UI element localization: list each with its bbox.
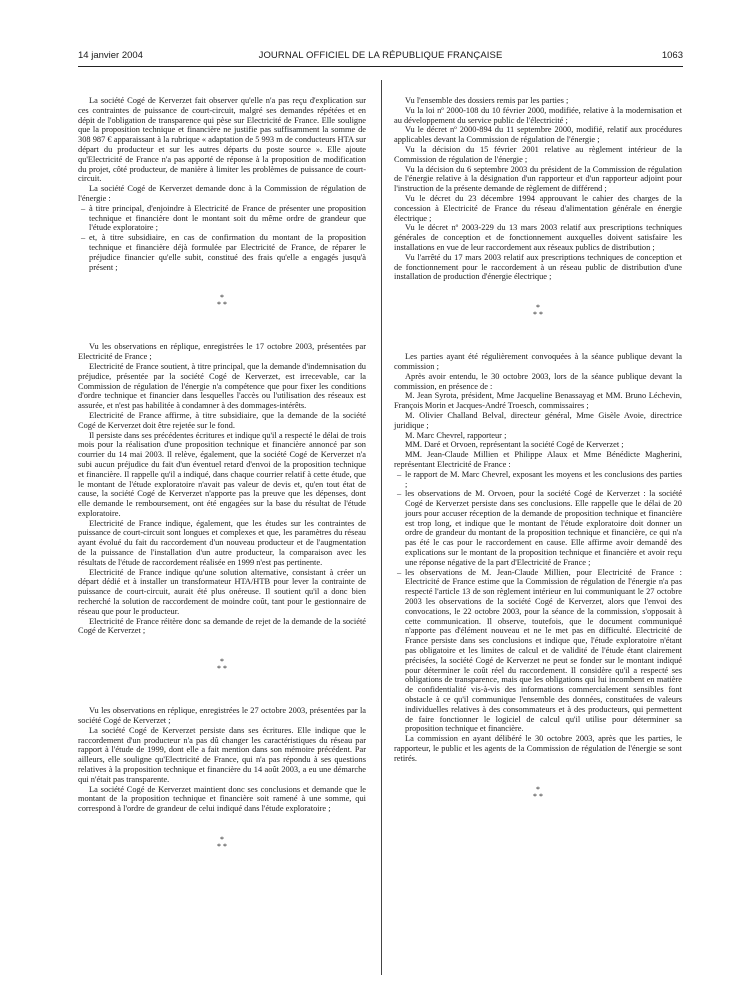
paragraph: La société Cogé de Kerverzet maintient donc ses conclusions et demande que le montant de la proposition technique et financière soit ramené à une somme, qui correspond à l'ordre de grandeur de celui indiqué dans l'étude exploratoire ;: [78, 784, 366, 814]
list-item: – à titre principal, d'enjoindre à Electricité de France de présenter une proposition technique et financière dont le montant soit du même ordre de grandeur que l'étude exploratoire ;: [78, 204, 366, 233]
paragraph: Vu le décret du 23 décembre 1994 approuvant le cahier des charges de la concession à Electricité de France du réseau d'alimentation générale en énergie électrique ;: [394, 193, 682, 223]
paragraph: M. Jean Syrota, président, Mme Jacqueline Benassayag et MM. Bruno Léchevin, François Morin et Jacques-André Troesch, commissaires ;: [394, 391, 682, 411]
journal-title: JOURNAL OFFICIEL DE LA RÉPUBLIQUE FRANÇAISE: [258, 50, 503, 61]
section-separator: * * *: [533, 784, 543, 801]
page-header: [78, 50, 683, 64]
list-item: – et, à titre subsidiaire, en cas de confirmation du montant de la proposition technique et financière déjà formulée par Electricité de France, de réparer le préjudice financier qu'elle subit, constitué des frais qu'elle a engagés jusqu'à présent ;: [78, 233, 366, 272]
paragraph: Electricité de France indique, également, que les études sur les contraintes de puissance de court-circuit sont longues et complexes et que, les paramètres du réseau ayant évolué du fait du raccordement d'un nouveau producteur et de l'augmentation de la puissance de l'installation d'un autre producteur, la comparaison avec les résultats de l'étude de raccordement réalisée en 1999 n'est pas pertinente.: [78, 518, 366, 567]
paragraph: Electricité de France affirme, à titre subsidiaire, que la demande de la société Cogé de Kerverzet doit être rejetée sur le fond.: [78, 410, 366, 430]
paragraph: Après avoir entendu, le 30 octobre 2003, lors de la séance publique devant la commission, en présence de :: [394, 371, 682, 391]
paragraph: Vu la décision du 6 septembre 2003 du président de la Commission de régulation de l'énergie relative à la désignation d'un rapporteur et d'un rapporteur adjoint pour l'instruction de la présente demande de règlement de différend ;: [394, 164, 682, 194]
paragraph: La commission en ayant délibéré le 30 octobre 2003, après que les parties, le rapporteur, le public et les agents de la Commission de régulation de l'énergie se sont retirés.: [394, 734, 682, 763]
paragraph: Vu la décision du 15 février 2001 relative au règlement intérieur de la Commission de régulation de l'énergie ;: [394, 144, 682, 164]
paragraph: Electricité de France indique qu'une solution alternative, consistant à créer un départ dédié et à installer un transformateur HTA/HTB pour lever la contrainte de puissance de court-circuit, aurait été plus onéreuse. Il soutient qu'il a donc bien recherché la solution de raccordement de moindre coût, tant pour le gestionnaire de réseau que pour le producteur.: [78, 567, 366, 616]
paragraph: La société Cogé de Kerverzet fait observer qu'elle n'a pas reçu d'explication sur ces contraintes de puissance de court-circuit, malgré ses demandes répétées et en dépit de l'obligation de transparence qui pèse sur Electricité de France. Elle souligne que la proposition technique et financière ne justifie pas suffisamment la somme de 308 987 € apparaissant à la rubrique « adaptation de 5 993 m de conducteurs HTA sur départ du producteur et sur les autres départs du poste source ». Elle ajoute qu'Electricité de France n'a pas apporté de réponse à la proposition de modification du projet, côté producteur, de manière à limiter les problèmes de puissance de court-circuit.: [78, 96, 366, 184]
column-divider: [381, 80, 382, 975]
paragraph: Les parties ayant été régulièrement convoquées à la séance publique devant la commission ;: [394, 352, 682, 371]
paragraph: MM. Jean-Claude Millien et Philippe Alaux et Mme Bénédicte Magherini, représentant Electricité de France :: [394, 450, 682, 469]
paragraph: M. Olivier Challand Belval, directeur général, Mme Gisèle Avoie, directrice juridique ;: [394, 410, 682, 430]
section-separator: * * *: [217, 657, 227, 674]
paragraph: Vu la loi nº 2000-108 du 10 février 2000, modifiée, relative à la modernisation et au développement du service public de l'électricité ;: [394, 105, 682, 125]
paragraph: Vu l'ensemble des dossiers remis par les parties ;: [405, 96, 569, 105]
paragraph: Vu le décret nº 2003-229 du 13 mars 2003 relatif aux prescriptions techniques générales de conception et de fonctionnement auxquelles doivent satisfaire les installations en vue de leur raccordement aux réseaux publics de distribution ;: [394, 223, 682, 252]
right-column: [394, 96, 682, 804]
paragraph: Vu l'arrêté du 17 mars 2003 relatif aux prescriptions techniques de conception et de fonctionnement pour le raccordement à un réseau public de distribution d'une installation de production d'énergie électrique ;: [394, 252, 682, 282]
page-number: 1063: [661, 50, 683, 61]
paragraph: Electricité de France réitère donc sa demande de rejet de la demande de la société Cogé de Kerverzet ;: [78, 616, 366, 636]
list-item: – le rapport de M. Marc Chevrel, exposant les moyens et les conclusions des parties ;: [394, 470, 682, 490]
hearing-list: [394, 470, 682, 735]
paragraph: Electricité de France soutient, à titre principal, que la demande d'indemnisation du préjudice, présentée par la société Cogé de Kerverzet, est irrecevable, car la Commission de régulation de l'énergie n'a compétence que pour fixer les conditions d'ordre technique et financier dans lesquelles l'accès ou l'utilisation des réseaux est assurée, et n'est pas habilitée à condamner à des dommages-intérêts.: [78, 361, 366, 411]
paragraph: Il persiste dans ses précédentes écritures et indique qu'il a respecté le délai de trois mois pour la réalisation d'une proposition technique et financière annoncé par son courrier du 14 mai 2003. Il relève, également, que la société Cogé de Kerverzet n'a subi aucun préjudice du fait d'un éventuel retard d'envoi de la proposition technique et financière. Il rappelle qu'il a indiqué, dans chaque courrier relatif à cette étude, que le montant de l'étude exploratoire n'avait pas valeur de devis et, qu'en tout état de cause, la société Cogé de Kerverzet n'apporte pas la preuve que les dépenses, dont elle demande le remboursement, ont été engagées sur la base du résultat de l'étude exploratoire.: [78, 430, 366, 518]
section-separator: * * *: [217, 293, 227, 310]
paragraph: MM. Daré et Orvoen, représentant la société Cogé de Kerverzet ;: [405, 440, 624, 450]
paragraph: Vu le décret nº 2000-894 du 11 septembre 2000, modifié, relatif aux procédures applicables devant la Commission de régulation de l'énergie ;: [394, 125, 682, 145]
list-item: – les observations de M. Orvoen, pour la société Cogé de Kerverzet : la société Cogé de Kerverzet persiste dans ses conclusions. Elle rappelle que le délai de 20 jours pour accuser réception de la demande de proposition technique et financière est trop long, et indique que le montant de l'étude exploratoire doit donner un ordre de grandeur du montant de la proposition technique et financière, ce qui n'a pas été le cas pour le raccordement en cause. Elle affirme avoir demandé des explications sur le montant de la proposition technique et financière et avoir reçu une réponse négative de la part d'Electricité de France ;: [394, 489, 682, 567]
paragraph: La société Cogé de Kerverzet persiste dans ses écritures. Elle indique que le raccordement d'un producteur n'a pas dû changer les caractéristiques du réseau par rapport à l'étude de 1999, dont elle a fait mention dans son mémoire précédent. Par ailleurs, elle souligne qu'Electricité de France, qui n'a pas répondu à ses questions relatives à la proposition technique et financière du 14 août 2003, a eu une démarche qui n'était pas transparente.: [78, 725, 366, 784]
paragraph: La société Cogé de Kerverzet demande donc à la Commission de régulation de l'énergie :: [78, 184, 366, 203]
request-list: [78, 204, 366, 273]
header-rule: [78, 66, 683, 67]
list-item: – les observations de M. Jean-Claude Millien, pour Electricité de France : Electricité de France estime que la Commission de régulation de l'énergie n'a pas respecté l'article 13 de son règlement intérieur en lui communiquant le 27 octobre 2003 les observations de la société Cogé de Kerverzet, alors que l'envoi des convocations, le 22 octobre 2003, pour la séance de la commission, s'opposait à cette communication. Il observe, toutefois, que le document communiqué n'apporte pas d'élément nouveau et ne le met pas en difficulté. Electricité de France persiste dans ses conclusions et indique que, l'étude exploratoire n'étant pas obligatoire et les limites de calcul et de validité de l'étude étant clairement précisées, la société Cogé de Kerverzet ne peut se fonder sur le montant indiqué pour déterminer le coût réel du raccordement. Il considère qu'il a respecté ses obligations de transparence, mais que les obligations qui lui incombent en matière de confidentialité vis-à-vis des informations commercialement sensibles font obstacle à ce qu'il communique l'ensemble des données, constituées de valeurs individuelles relatives à des consommateurs et à des producteurs, qui permettent de faire fonctionner le logiciel de calcul qu'il utilise pour déterminer sa proposition technique et financière.: [394, 568, 682, 735]
left-column: [78, 96, 366, 854]
section-separator: * * *: [533, 303, 543, 320]
section-separator: * * *: [217, 835, 227, 852]
paragraph: Vu les observations en réplique, enregistrées le 17 octobre 2003, présentées par Electricité de France ;: [78, 342, 366, 362]
paragraph: M. Marc Chevrel, rapporteur ;: [405, 430, 507, 440]
issue-date: 14 janvier 2004: [78, 50, 143, 61]
paragraph: Vu les observations en réplique, enregistrées le 27 octobre 2003, présentées par la société Cogé de Kerverzet ;: [78, 706, 366, 726]
